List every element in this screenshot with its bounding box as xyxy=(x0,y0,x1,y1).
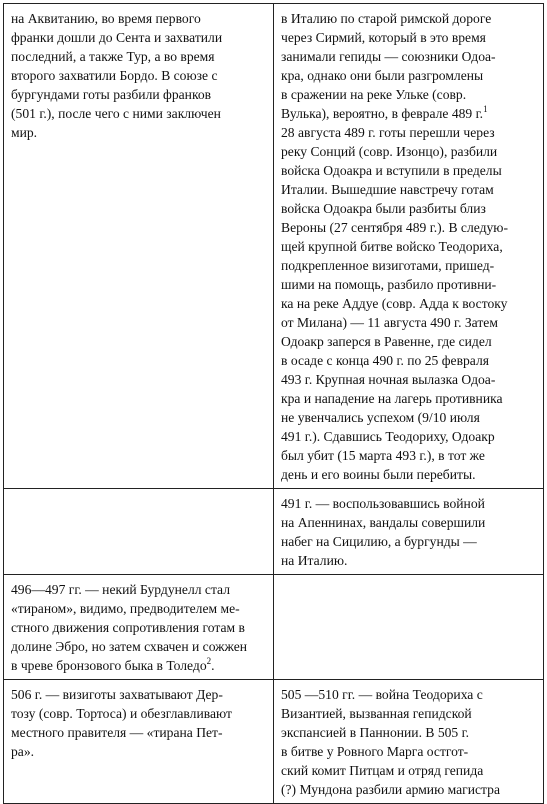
table-row xyxy=(4,4,544,489)
text-line: «тираном», видимо, предводителем ме- xyxy=(11,601,240,616)
table-cell-right xyxy=(274,4,544,489)
text-line: франки дошли до Сента и захватили xyxy=(11,30,223,45)
text-line: Вероны (27 сентября 489 г.). В следую- xyxy=(281,220,508,235)
text-line: 28 августа 489 г. готы перешли через xyxy=(281,125,495,140)
chronology-table xyxy=(3,3,544,804)
table-row xyxy=(4,575,544,680)
text-line: день и его воины были перебиты. xyxy=(281,467,476,482)
table-row xyxy=(4,680,544,804)
text-line: кра и нападение на лагерь противника xyxy=(281,391,503,406)
text-line: Византией, вызванная гепидской xyxy=(281,706,472,721)
text-line: ский комит Питцам и отряд гепида xyxy=(281,763,484,778)
text-line: местного правителя — «тирана Пет- xyxy=(11,725,223,740)
text-line: войска Одоакра и вступили в пределы xyxy=(281,163,502,178)
text-line: реку Сонций (совр. Изонцо), разбили xyxy=(281,144,498,159)
text-line: в битве у Ровного Марга остгот- xyxy=(281,744,469,759)
text-line-body: Вулька), вероятно, в феврале 489 г. xyxy=(281,106,484,121)
text-line: был убит (15 марта 493 г.), в тот же xyxy=(281,448,485,463)
text-line: 491 г. — воспользовавшись войной xyxy=(281,496,485,511)
text-line: Италии. Вышедшие навстречу готам xyxy=(281,182,494,197)
table-cell-left xyxy=(4,575,274,680)
text-line: (501 г.), после чего с ними заключен xyxy=(11,106,221,121)
text-line: тозу (совр. Тортоса) и обезглавливают xyxy=(11,706,232,721)
text-line-tail: . xyxy=(211,658,215,673)
text-line: ка на реке Аддуе (совр. Адда к востоку xyxy=(281,296,508,311)
text-line: 493 г. Крупная ночная вылазка Одоа- xyxy=(281,372,496,387)
text-line: не увенчались успехом (9/10 июля xyxy=(281,410,480,425)
text-line: на Апеннинах, вандалы совершили xyxy=(281,515,486,530)
text-line: в Италию по старой римской дороге xyxy=(281,11,492,26)
table-cell-left-empty xyxy=(4,489,274,575)
table-cell-right xyxy=(274,680,544,804)
text-line: войска Одоакра были разбиты близ xyxy=(281,201,486,216)
footnote-marker: 1 xyxy=(483,104,488,114)
text-line: подкрепленное визиготами, пришед- xyxy=(281,258,495,273)
table-cell-right xyxy=(274,489,544,575)
text-line: 506 г. — визиготы захватывают Дер- xyxy=(11,687,223,702)
text-line: стного движения сопротивления готам в xyxy=(11,620,245,635)
text-line: занимали гепиды — союзники Одоа- xyxy=(281,49,496,64)
text-line: последний, а также Тур, а во время xyxy=(11,49,215,64)
text-line: на Италию. xyxy=(281,553,348,568)
text-line: набег на Сицилию, а бургунды — xyxy=(281,534,477,549)
text-line: в осаде с конца 490 г. по 25 февраля xyxy=(281,353,489,368)
text-line: бургундами готы разбили франков xyxy=(11,87,212,102)
text-line xyxy=(11,656,267,675)
table-cell-right-empty xyxy=(274,575,544,680)
footnote-marker: 2 xyxy=(206,656,212,666)
text-line: на Аквитанию, во время первого xyxy=(11,11,201,26)
text-line: от Милана) — 11 августа 490 г. Затем xyxy=(281,315,498,330)
text-line: щей крупной битве войско Теодориха, xyxy=(281,239,503,254)
text-line: 491 г.). Сдавшись Теодориху, Одоакр xyxy=(281,429,495,444)
text-line: (?) Мундона разбили армию магистра xyxy=(281,782,500,797)
text-line: в сражении на реке Ульке (совр. xyxy=(281,87,467,102)
text-line: долине Эбро, но затем схвачен и сожжен xyxy=(11,639,248,654)
text-line: ра». xyxy=(11,744,35,759)
text-line-body: в чреве бронзового быка в Толедо xyxy=(11,658,207,673)
text-line: 505 —510 гг. — война Теодориха с xyxy=(281,687,483,702)
text-line: 496—497 гг. — некий Бурдунелл стал xyxy=(11,582,230,597)
text-line xyxy=(281,104,537,123)
table-row xyxy=(4,489,544,575)
text-line: шими на помощь, разбило противни- xyxy=(281,277,497,292)
table-cell-left xyxy=(4,680,274,804)
text-line: через Сирмий, который в это время xyxy=(281,30,486,45)
text-line: кра, однако они были разгромлены xyxy=(281,68,484,83)
text-line: мир. xyxy=(11,125,38,140)
table-cell-left xyxy=(4,4,274,489)
text-line: второго захватили Бордо. В союзе с xyxy=(11,68,218,83)
text-line: экспансией в Паннонии. В 505 г. xyxy=(281,725,470,740)
text-line: Одоакр заперся в Равенне, где сидел xyxy=(281,334,492,349)
